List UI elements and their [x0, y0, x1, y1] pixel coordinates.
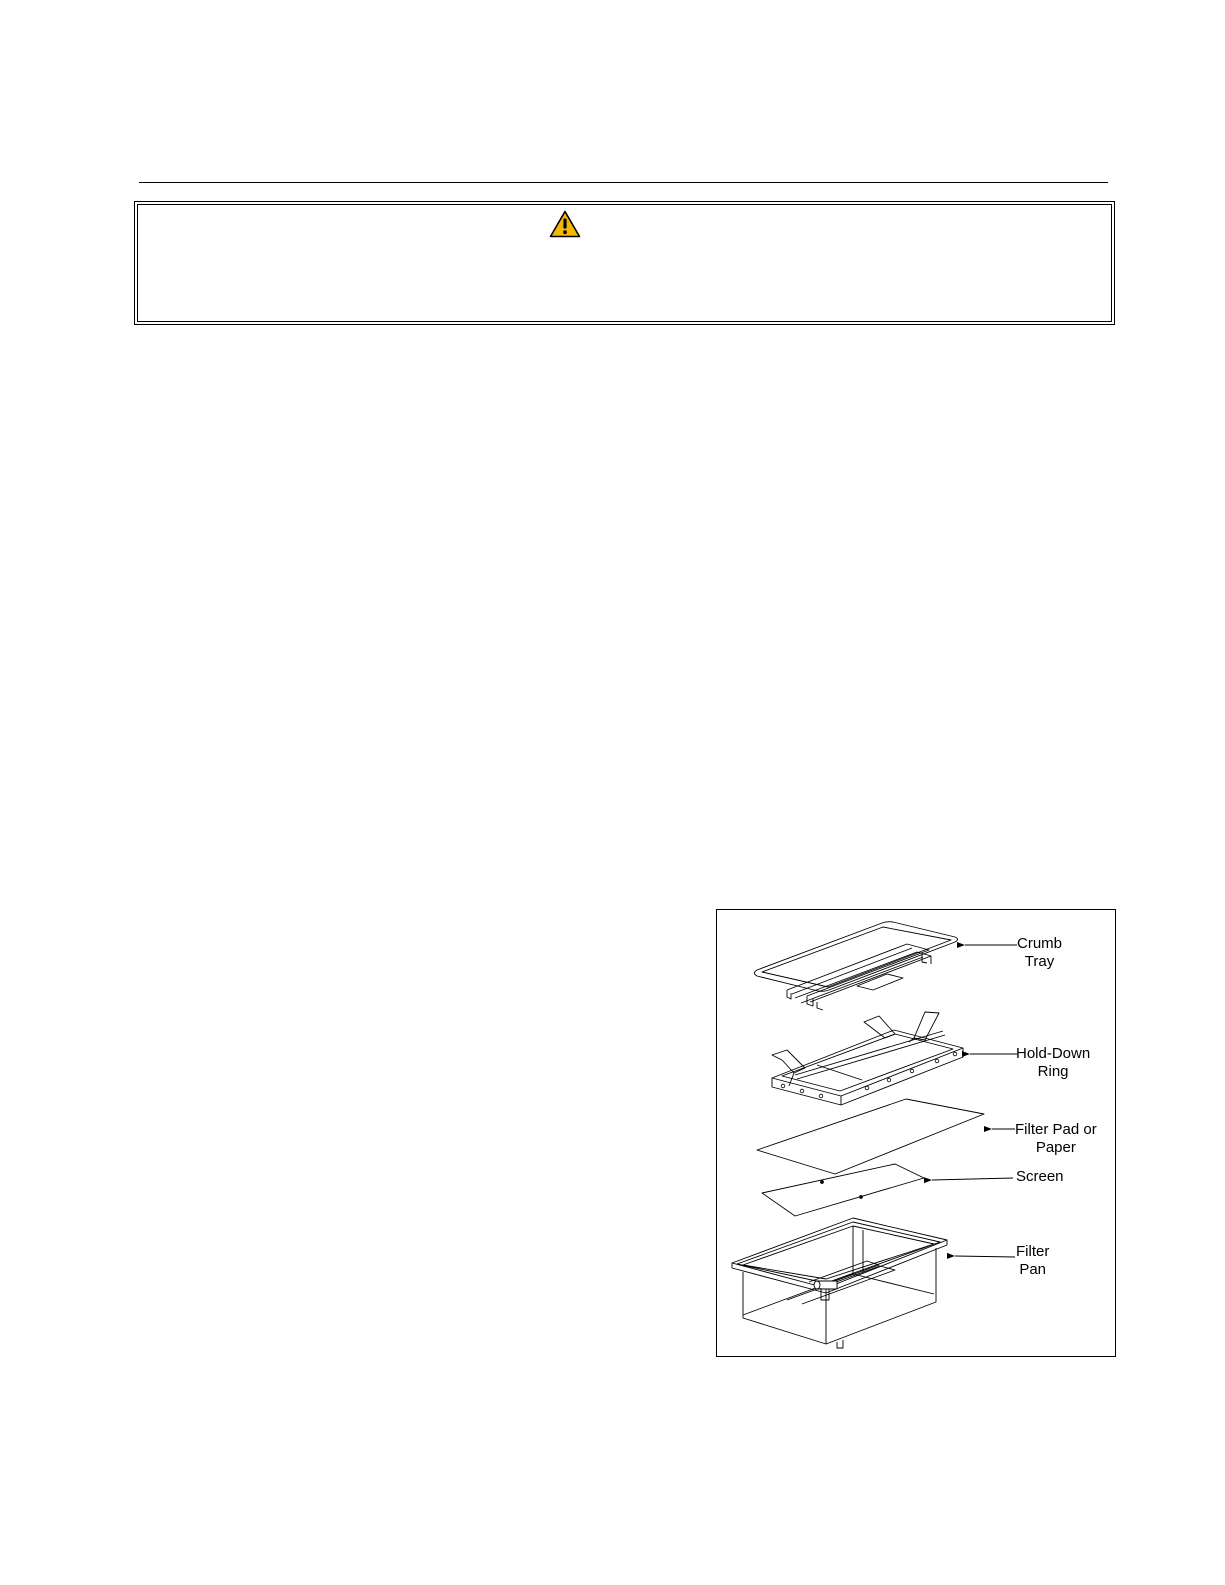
callout-crumb-tray	[1017, 935, 1062, 971]
warning-triangle-icon	[549, 210, 581, 238]
warning-box	[134, 201, 1115, 325]
screen-drawing	[762, 1164, 924, 1216]
callout-hold-down-ring-line-1: Hold-Down	[1016, 1045, 1091, 1062]
callout-crumb-tray-line-1: Crumb	[1017, 935, 1063, 952]
callout-filter-pad-line-1: Filter Pad or	[1015, 1121, 1097, 1138]
header-rule	[139, 182, 1108, 183]
callout-filter-pan-line-1: Filter	[1016, 1243, 1050, 1260]
filter-pan-drawing	[732, 1218, 947, 1348]
crumb-tray-drawing	[755, 922, 958, 1010]
callout-hold-down-ring-line-2: Ring	[1037, 1063, 1069, 1080]
callout-crumb-tray-line-2: Tray	[1024, 953, 1055, 970]
callout-filter-pad-line-2: Paper	[1035, 1139, 1076, 1156]
filter-pad-drawing	[757, 1099, 984, 1174]
callout-filter-pan	[1016, 1243, 1049, 1279]
callout-filter-pad	[1015, 1121, 1097, 1157]
filter-assembly-figure	[716, 909, 1116, 1357]
callout-filter-pan-line-2: Pan	[1019, 1261, 1047, 1278]
callout-screen	[1016, 1168, 1064, 1186]
callout-hold-down-ring	[1016, 1045, 1090, 1081]
callout-screen-line-1: Screen	[1016, 1168, 1064, 1185]
